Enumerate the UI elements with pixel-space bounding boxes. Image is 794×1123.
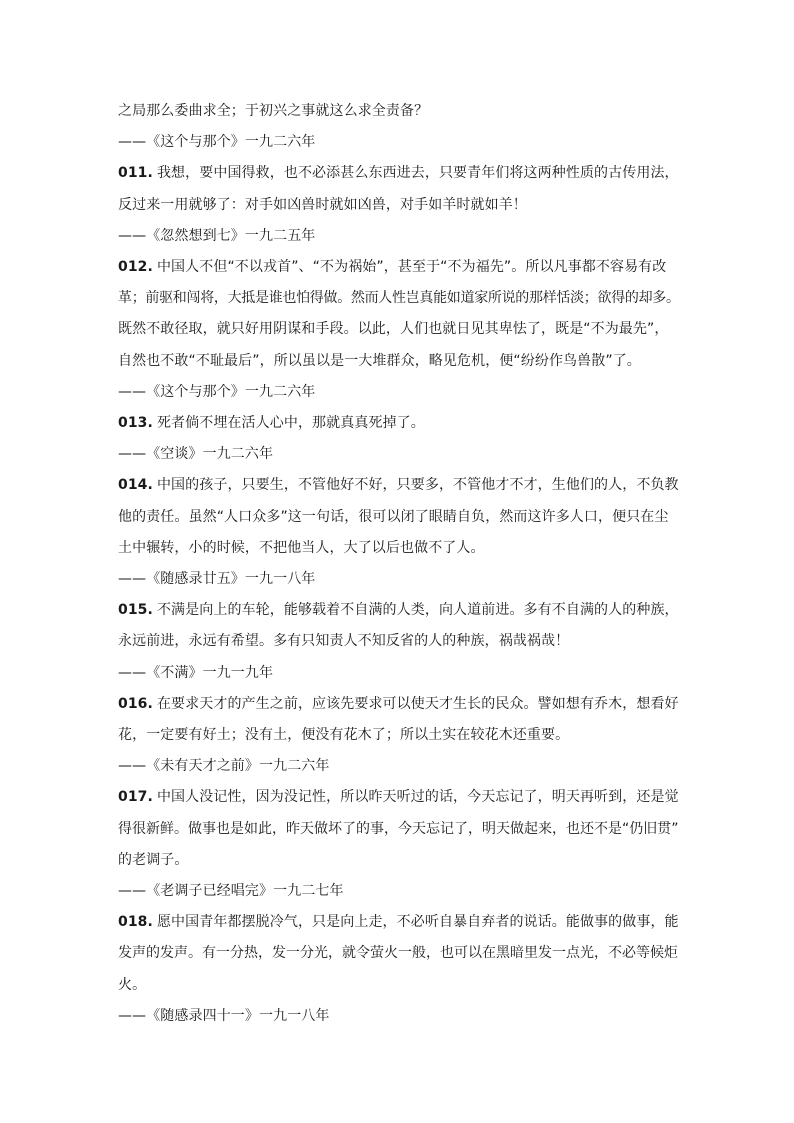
quote-line	[118, 845, 680, 876]
quote-item-start	[118, 782, 680, 813]
quote-line	[118, 626, 680, 657]
quote-text: 中国人没记性，因为没记性，所以昨天听过的话，今天忘记了，明天再听到，还是觉	[156, 789, 679, 806]
quote-text: 革；前驱和闯将，大抵是谁也怕得做。然而人性岂真能如道家所说的那样恬淡；欲得的却多。	[118, 290, 680, 307]
source-text: ——《忽然想到七》一九二五年	[118, 227, 316, 244]
quote-source	[118, 377, 680, 408]
quote-line	[118, 96, 680, 127]
quote-text: 既然不敢径取，就只好用阴谋和手段。以此，人们也就日见其卑怯了，既是“不为最先”，	[118, 321, 669, 338]
source-text: ——《这个与那个》一九二六年	[118, 383, 316, 400]
quote-line	[118, 190, 680, 221]
quote-source	[118, 127, 680, 158]
quote-line	[118, 720, 680, 751]
source-text: ——《随感录廿五》一九一八年	[118, 571, 316, 588]
quote-text: 土中辗转，小的时候，不把他当人，大了以后也做不了人。	[118, 539, 485, 556]
quote-item-start	[118, 470, 680, 501]
quote-source	[118, 876, 680, 907]
source-text: ——《空谈》一九二六年	[118, 446, 274, 463]
quote-number: 015.	[118, 602, 153, 619]
quote-item-start	[118, 907, 680, 938]
source-text: ——《随感录四十一》一九一八年	[118, 1007, 330, 1024]
quote-text: 死者倘不埋在活人心中，那就真真死掉了。	[156, 415, 425, 432]
source-text: ——《未有天才之前》一九二六年	[118, 758, 330, 775]
source-text: ——《老调子已经唱完》一九二七年	[118, 883, 344, 900]
quote-number: 011.	[118, 165, 153, 182]
quote-number: 013.	[118, 415, 153, 432]
quote-text: 中国的孩子，只要生，不管他好不好，只要多，不管他才不才，生他们的人，不负教	[156, 477, 679, 494]
quote-item-start	[118, 158, 680, 189]
quote-item-start	[118, 689, 680, 720]
quote-source	[118, 751, 680, 782]
quote-text: 愿中国青年都摆脱冷气，只是向上走，不必听自暴自弃者的说话。能做事的做事，能	[156, 914, 679, 931]
quote-line	[118, 502, 680, 533]
quote-line	[118, 314, 680, 345]
quote-line	[118, 970, 680, 1001]
quote-source	[118, 564, 680, 595]
quote-text: 不满是向上的车轮，能够载着不自满的人类，向人道前进。多有不自满的人的种族，	[156, 602, 679, 619]
quote-text: 之局那么委曲求全；于初兴之事就这么求全责备？	[118, 103, 429, 119]
quote-source	[118, 439, 680, 470]
quote-source	[118, 658, 680, 689]
quote-text: 我想，要中国得救，也不必添甚么东西进去，只要青年们将这两种性质的古传用法，	[156, 165, 679, 182]
quote-text: 自然也不敢“不耻最后”，所以虽以是一大堆群众，略见危机，便“纷纷作鸟兽散”了。	[118, 352, 641, 369]
quote-text: 永远前进，永远有希望。多有只知责人不知反省的人的种族，祸哉祸哉！	[118, 633, 570, 650]
quote-text: 发声的发声。有一分热，发一分光，就令萤火一般，也可以在黑暗里发一点光，不必等候炬	[118, 945, 678, 962]
quote-item-start	[118, 252, 680, 283]
quote-text: 反过来一用就够了：对手如凶兽时就如凶兽，对手如羊时就如羊！	[118, 196, 527, 213]
source-text: ——《这个与那个》一九二六年	[118, 134, 316, 151]
quote-line	[118, 938, 680, 969]
quote-text: 花，一定要有好土；没有土，便没有花木了；所以土实在较花木还重要。	[118, 727, 570, 744]
quote-line	[118, 814, 680, 845]
quote-text: 火。	[118, 976, 147, 993]
quote-line	[118, 283, 680, 314]
quote-number: 012.	[118, 259, 153, 276]
quote-line	[118, 533, 680, 564]
quote-text: 的老调子。	[118, 851, 189, 868]
quote-source	[118, 1001, 680, 1032]
quote-number: 017.	[118, 789, 153, 806]
quote-text: 在要求天才的产生之前，应该先要求可以使天才生长的民众。譬如想有乔木，想看好	[156, 695, 679, 712]
quote-text: 他的责任。虽然“人口众多”这一句话，很可以闭了眼睛自负，然而这许多人口，便只在尘	[118, 508, 669, 525]
quote-number: 018.	[118, 914, 153, 931]
quote-item-start	[118, 408, 680, 439]
document-body	[118, 96, 680, 1032]
quote-item-start	[118, 595, 680, 626]
quote-text: 中国人不但“不以戎首”、“不为祸始”，甚至于“不为福先”。所以凡事都不容易有改	[156, 259, 667, 276]
quote-number: 014.	[118, 477, 153, 494]
quote-line	[118, 346, 680, 377]
quote-text: 得很新鲜。做事也是如此，昨天做坏了的事，今天忘记了，明天做起来，也还不是“仍旧贯”	[118, 820, 679, 837]
quote-source	[118, 221, 680, 252]
quote-number: 016.	[118, 695, 153, 712]
source-text: ——《不满》一九一九年	[118, 664, 274, 681]
